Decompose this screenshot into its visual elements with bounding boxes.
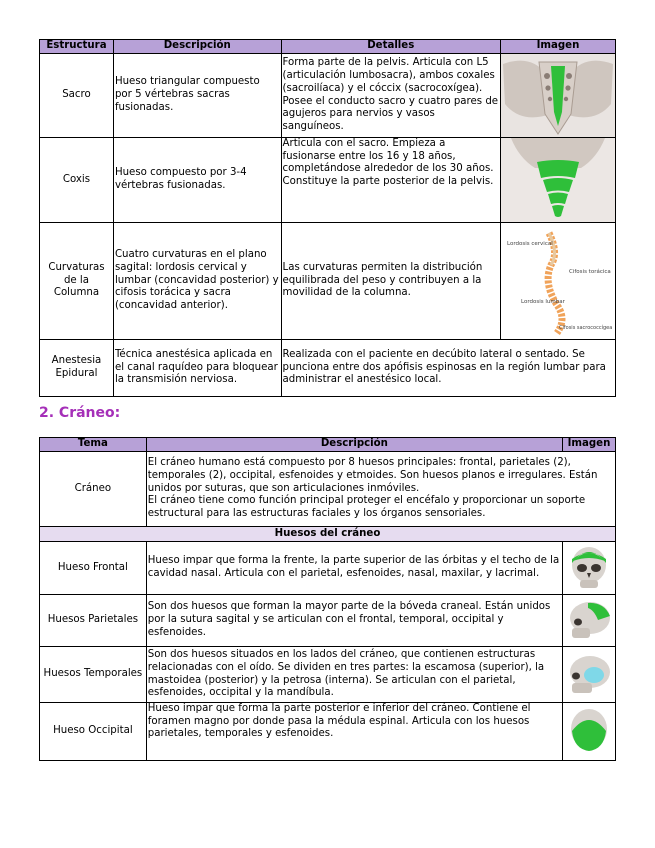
row-estructura: Coxis (40, 138, 114, 223)
header-imagen: Imagen (562, 438, 615, 452)
header-detalles: Detalles (281, 40, 500, 54)
row-descripcion: Técnica anestésica aplicada en el canal raquídeo para bloquear la transmisión nerviosa. (113, 340, 281, 397)
subheader-row (40, 527, 616, 542)
row-descripcion (146, 452, 615, 527)
spine-curvature-image (501, 223, 615, 339)
row-detalles: Realizada con el paciente en decúbito lateral o sentado. Se punciona entre dos apófisis espinosas en la región lumbar para administrar el anestésico local. (281, 340, 615, 397)
header-tema: Tema (40, 438, 147, 452)
row-tema: Huesos Parietales (40, 595, 147, 647)
skull-occipital-image (564, 705, 614, 759)
table-row (40, 452, 616, 527)
craneo-desc-2: El cráneo tiene como función principal proteger el encéfalo y proporcionar un soporte estructural para las estructuras faciales y los órganos sensoriales. (147, 495, 586, 520)
row-descripcion: Hueso impar que forma la frente, la parte superior de las órbitas y el techo de la cavidad nasal. Articula con el parietal, esfenoides, nasal, maxilar, y lacrimal. (146, 542, 562, 595)
row-estructura: Curvaturas de la Columna (40, 223, 114, 340)
skull-frontal-cell (562, 542, 615, 595)
skull-occipital-cell (562, 703, 615, 761)
table-row (40, 138, 616, 223)
table-header-row (40, 40, 616, 54)
row-descripcion: Cuatro curvaturas en el plano sagital: lordosis cervical y lumbar (concavidad posterior) y cifosis torácica y sacra (concavidad anterior). (113, 223, 281, 340)
row-tema: Cráneo (40, 452, 147, 527)
row-descripcion: Hueso compuesto por 3-4 vértebras fusionadas. (113, 138, 281, 223)
spine-image-cell (500, 223, 615, 340)
vertebral-table (39, 39, 616, 397)
section-heading-craneo: 2. Cráneo: (39, 405, 121, 421)
skull-frontal-image (564, 543, 614, 593)
table-header-row (40, 438, 616, 452)
row-detalles: Las curvaturas permiten la distribución equilibrada del peso y contribuyen a la movilidad de la columna. (281, 223, 500, 340)
row-estructura: Sacro (40, 54, 114, 138)
sacrum-image-cell (500, 54, 615, 138)
skull-temporal-image (564, 650, 614, 700)
label-cifosis-toracica: Cifosis torácica (568, 269, 611, 275)
table-row (40, 647, 616, 703)
header-estructura: Estructura (40, 40, 114, 54)
table-row (40, 340, 616, 397)
subheader-huesos: Huesos del cráneo (40, 527, 616, 542)
coccyx-image (501, 138, 615, 222)
row-descripcion: Hueso triangular compuesto por 5 vértebras sacras fusionadas. (113, 54, 281, 138)
table-row (40, 54, 616, 138)
skull-table (39, 437, 616, 761)
label-lordosis-lumbar: Lordosis lumbar (520, 299, 565, 305)
table-row (40, 542, 616, 595)
header-imagen: Imagen (500, 40, 615, 54)
label-lordosis-cervical: Lordosis cervical (506, 241, 553, 247)
table-row (40, 595, 616, 647)
skull-temporal-cell (562, 647, 615, 703)
table-row (40, 223, 616, 340)
row-descripcion: Son dos huesos que forman la mayor parte de la bóveda craneal. Están unidos por la sutura sagital y se articulan con el frontal, temporal, occipital y esfenoides. (146, 595, 562, 647)
row-tema: Huesos Temporales (40, 647, 147, 703)
row-descripcion: Hueso impar que forma la parte posterior e inferior del cráneo. Contiene el foramen magno por donde pasa la médula espinal. Articula con los huesos parietales, temporales y esfenoides. (146, 703, 562, 761)
row-tema: Hueso Frontal (40, 542, 147, 595)
header-descripcion: Descripción (146, 438, 562, 452)
header-descripcion: Descripción (113, 40, 281, 54)
label-cifosis-sacrococcigea: Cifosis sacrococcígea (558, 325, 613, 331)
row-descripcion: Son dos huesos situados en los lados del cráneo, que contienen estructuras relacionadas con el oído. Se dividen en tres partes: la escamosa (superior), la mastoidea (posterior) y la petrosa (interna). Se articulan con el parietal, esfenoides, occipital y la mandíbula. (146, 647, 562, 703)
row-detalles: Forma parte de la pelvis. Articula con L5 (articulación lumbosacra), ambos coxales (sacroilíaca) y el cóccix (sacrocoxígea). Posee el conducto sacro y cuatro pares de agujeros para nervios y vasos sanguíneos. (281, 54, 500, 138)
skull-parietal-image (564, 596, 614, 646)
row-estructura: Anestesia Epidural (40, 340, 114, 397)
skull-parietal-cell (562, 595, 615, 647)
row-detalles: Articula con el sacro. Empieza a fusionarse entre los 16 y 18 años, completándose alrededor de los 30 años. Constituye la parte posterior de la pelvis. (281, 138, 500, 223)
table-row (40, 703, 616, 761)
row-tema: Hueso Occipital (40, 703, 147, 761)
coccyx-image-cell (500, 138, 615, 223)
sacrum-image (501, 54, 615, 137)
craneo-desc-1: El cráneo humano está compuesto por 8 huesos principales: frontal, parietales (2), temporales (2), occipital, esfenoides y etmoides. Son huesos planos e irregulares. Están unidos por suturas, que son articulaciones inmóviles. (147, 457, 598, 494)
